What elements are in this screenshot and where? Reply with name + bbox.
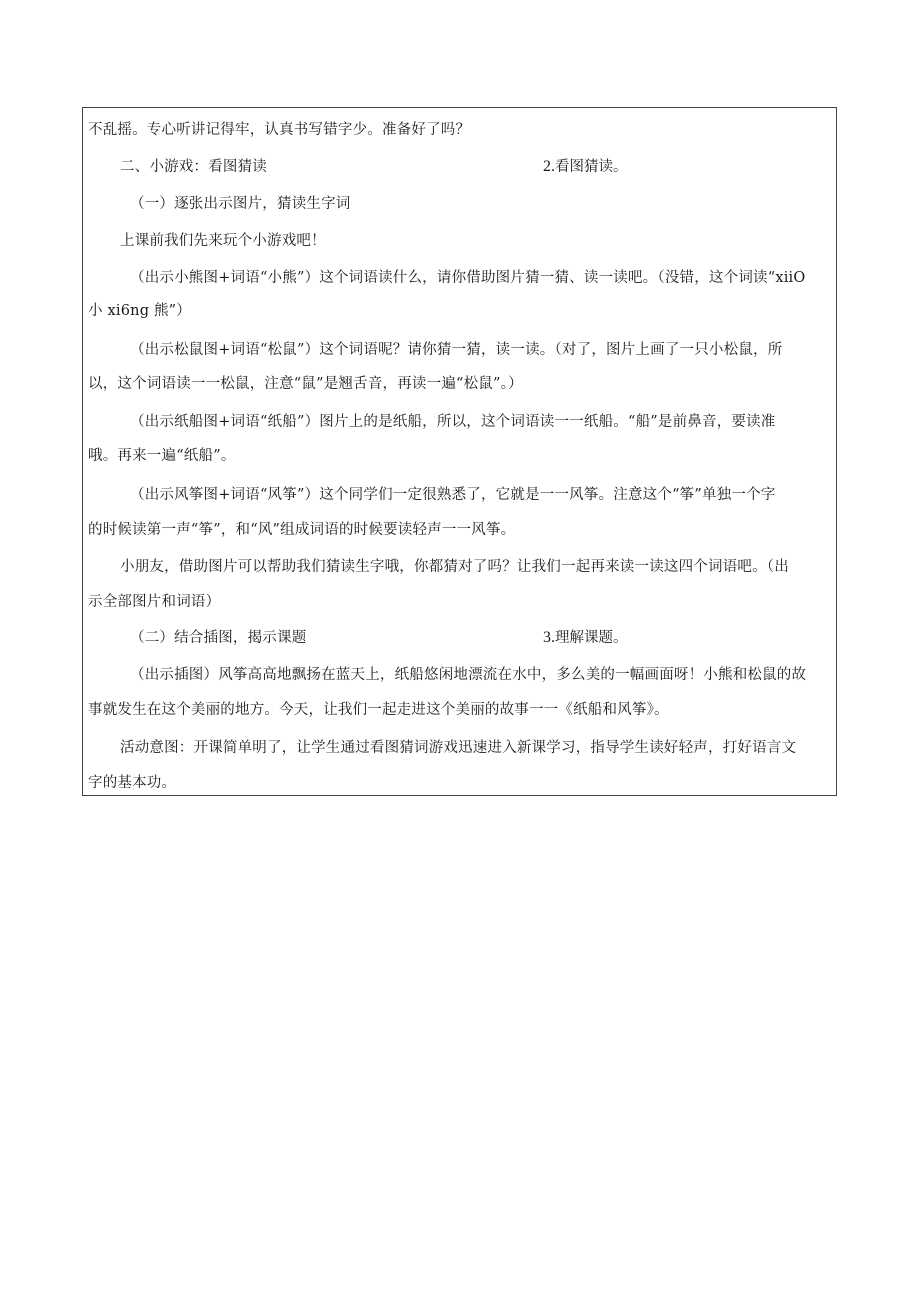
- text-line: 上课前我们先来玩个小游戏吧！: [120, 233, 326, 249]
- step-label: 2.看图猜读。: [543, 158, 628, 175]
- subsection-heading: （二）结合插图，揭示课题: [130, 630, 307, 646]
- text-line: 小 xi6ng 熊”）: [88, 303, 191, 319]
- text-line: （出示风筝图+词语“风筝”）这个同学们一定很熟悉了，它就是一一风筝。注意这个“筝”单独一个字: [130, 487, 776, 503]
- text-line: 活动意图：开课简单明了，让学生通过看图猜词游戏迅速进入新课学习，指导学生读好轻声，打好语言文: [120, 740, 797, 756]
- text-line: 的时候读第一声“筝”，和“风”组成词语的时候要读轻声一一风筝。: [88, 522, 516, 538]
- text-line: 字的基本功。: [88, 775, 177, 791]
- text-line: 示全部图片和词语）: [88, 594, 221, 610]
- text-line: （出示松鼠图+词语“松鼠”）这个词语呢？请你猜一猜，读一读。（对了，图片上画了一只小松鼠，所: [130, 342, 783, 358]
- text-line: 不乱摇。专心听讲记得牢，认真书写错字少。准备好了吗？: [88, 122, 471, 138]
- text-line: （出示纸船图+词语“纸船”）图片上的是纸船，所以，这个词语读一一纸船。“船”是前鼻音，要读准: [130, 414, 776, 430]
- step-label: 3.理解课题。: [543, 629, 628, 646]
- subsection-heading: （一）逐张出示图片，猜读生字词: [130, 196, 351, 212]
- text-line: 哦。再来一遍“纸船”。: [88, 448, 236, 464]
- text-line: （出示小熊图+词语“小熊”）这个词语读什么，请你借助图片猜一猜、读一读吧。（没错，这个词读“xiiO: [130, 270, 806, 286]
- text-line: 小朋友，借助图片可以帮助我们猜读生字哦，你都猜对了吗？让我们一起再来读一读这四个词语吧。（出: [120, 559, 789, 575]
- text-line: （出示插图）风筝高高地飘扬在蓝天上，纸船悠闲地漂流在水中，多么美的一幅画面呀！小熊和松鼠的故: [130, 667, 807, 683]
- section-heading: 二、小游戏：看图猜读: [120, 159, 267, 175]
- text-line: 以，这个词语读一一松鼠，注意“鼠”是翘舌音，再读一遍“松鼠”。）: [88, 376, 523, 392]
- text-line: 事就发生在这个美丽的地方。今天，让我们一起走进这个美丽的故事一一《纸船和风筝》。: [88, 702, 669, 718]
